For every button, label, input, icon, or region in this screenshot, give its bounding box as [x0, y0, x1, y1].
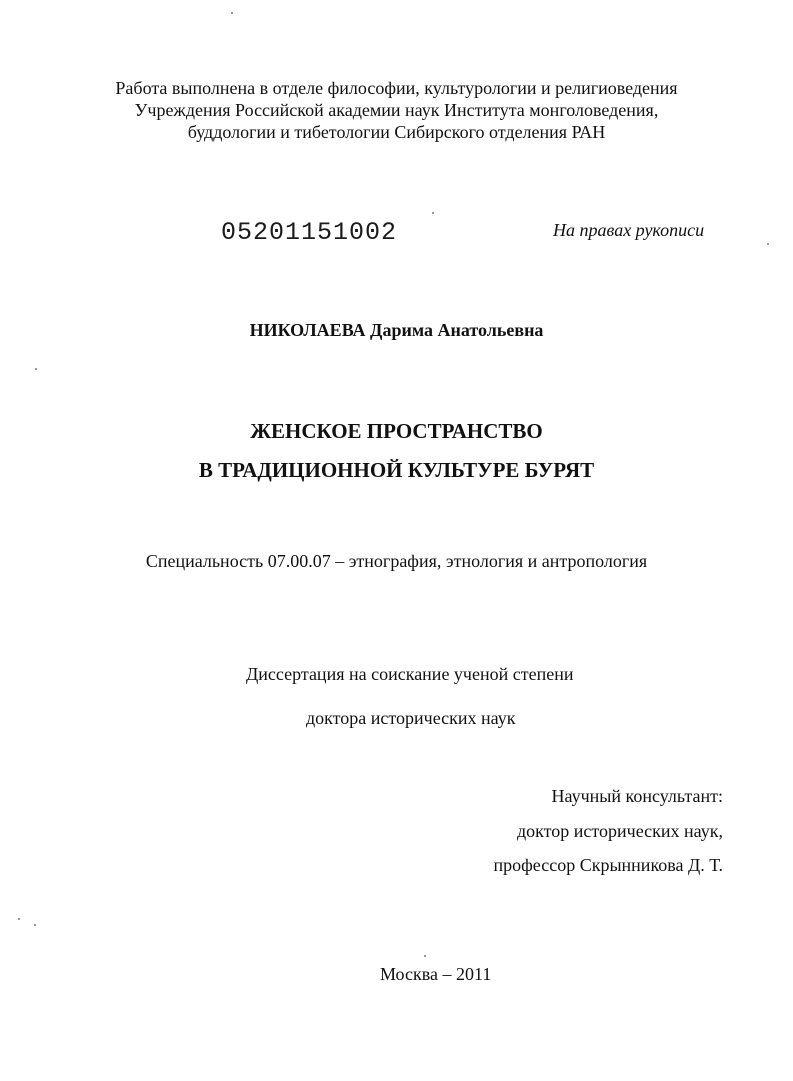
consultant-degree: доктор исторических наук, — [517, 821, 723, 841]
degree-line-1: Диссертация на соискание ученой степени — [246, 664, 574, 684]
institution-line-3: буддологии и тибетологии Сибирского отделения РАН — [187, 122, 606, 142]
author-name: НИКОЛАЕВА Дарима Анатольевна — [249, 320, 544, 340]
stamp-number: 05201151002 — [221, 218, 398, 247]
scan-speck — [18, 918, 20, 920]
specialty: Специальность 07.00.07 – этнография, этнология и антропология — [145, 551, 648, 571]
scan-speck — [767, 243, 769, 245]
dissertation-title-line-2: В ТРАДИЦИОННОЙ КУЛЬТУРЕ БУРЯТ — [198, 458, 595, 482]
scan-speck — [432, 212, 434, 214]
degree-line-2: доктора исторических наук — [306, 708, 516, 728]
scan-speck — [424, 955, 426, 957]
rights-note: На правах рукописи — [553, 220, 705, 240]
scan-speck — [35, 368, 37, 370]
scan-speck — [34, 924, 36, 926]
dissertation-title-line-1: ЖЕНСКОЕ ПРОСТРАНСТВО — [250, 419, 543, 443]
consultant-label: Научный консультант: — [551, 786, 723, 806]
scan-speck — [231, 12, 233, 14]
institution-line-1: Работа выполнена в отделе философии, культурологии и религиоведения — [115, 78, 678, 98]
city-year: Москва – 2011 — [380, 964, 492, 984]
institution-line-2: Учреждения Российской академии наук Института монголоведения, — [134, 100, 659, 120]
consultant-name: профессор Скрынникова Д. Т. — [493, 855, 723, 875]
